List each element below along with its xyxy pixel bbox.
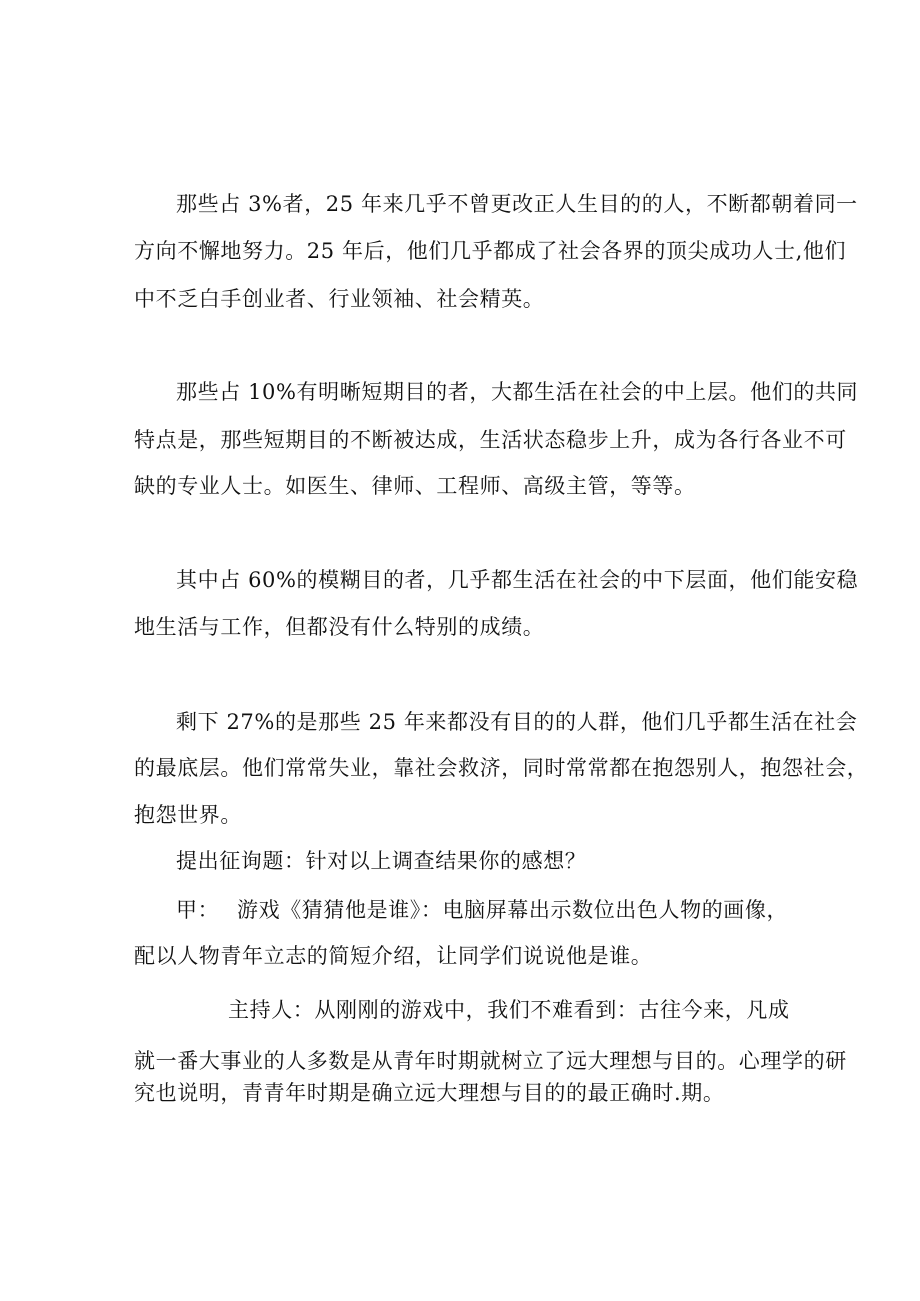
paragraph-1-line-1: 那些占 3%者，25 年来几乎不曾更改正人生目的的人，不断都朝着同一 — [176, 192, 858, 216]
paragraph-1-line-2: 方向不懈地努力。25 年后，他们几乎都成了社会各界的顶尖成功人士,他们 — [134, 239, 847, 263]
paragraph-2-line-2: 特点是，那些短期目的不断被达成，生活状态稳步上升，成为各行各业不可 — [134, 428, 847, 452]
host-line-2: 就一番大事业的人多数是从青年时期就树立了远大理想与目的。心理学的研 — [134, 1049, 847, 1073]
paragraph-3-line-1: 其中占 60%的模糊目的者，几乎都生活在社会的中下层面，他们能安稳 — [176, 568, 859, 592]
paragraph-2-line-3: 缺的专业人士。如医生、律师、工程师、高级主管，等等。 — [134, 474, 696, 498]
question-line: 提出征询题：针对以上调查结果你的感想？ — [176, 849, 587, 873]
game-line-1: 游戏《猜猜他是谁》：电脑屏幕出示数位出色人物的画像， — [237, 898, 789, 922]
paragraph-4-line-2: 的最底层。他们常常失业，靠社会救济，同时常常都在抱怨别人，抱怨社会， — [134, 756, 869, 780]
paragraph-3-line-2: 地生活与工作，但都没有什么特别的成绩。 — [134, 615, 545, 639]
host-line-1: 主持人：从刚刚的游戏中，我们不难看到：古往今来，凡成 — [228, 998, 790, 1022]
paragraph-2-line-1: 那些占 10%有明晰短期目的者，大都生活在社会的中上层。他们的共同 — [176, 380, 859, 404]
paragraph-4-line-1: 剩下 27%的是那些 25 年来都没有目的的人群，他们几乎都生活在社会 — [176, 710, 858, 734]
paragraph-4-line-3: 抱怨世界。 — [134, 803, 242, 827]
host-line-3: 究也说明，青青年时期是确立远大理想与目的的最正确时.期。 — [134, 1081, 725, 1105]
paragraph-1-line-3: 中不乏白手创业者、行业领袖、社会精英。 — [134, 287, 545, 311]
game-label: 甲： — [176, 898, 220, 922]
game-line-2: 配以人物青年立志的简短介绍，让同学们说说他是谁。 — [134, 944, 653, 968]
